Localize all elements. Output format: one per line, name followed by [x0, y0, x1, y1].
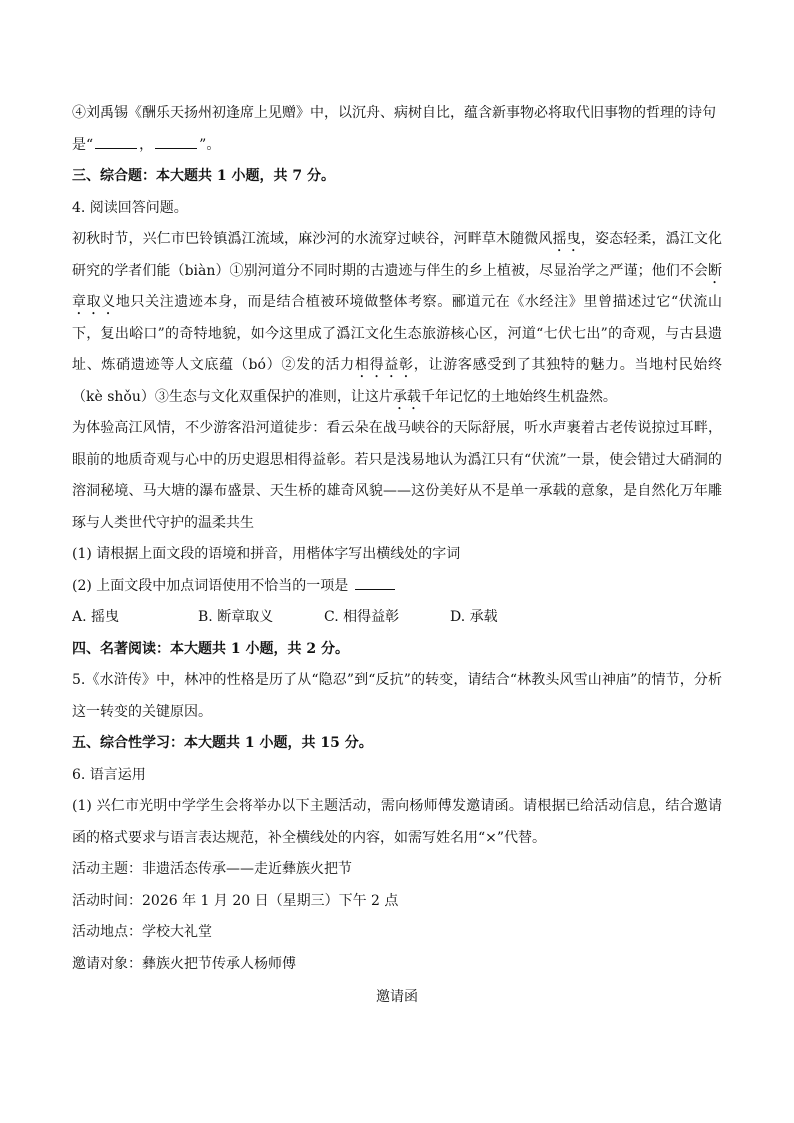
q6-sub1: (1) 兴仁市光明中学学生会将举办以下主题活动，需向杨师傅发邀请函。请根据已给活动信息，结合邀请函的格式要求与语言表达规范，补全横线处的内容，如需写姓名用“×”代替。 [72, 798, 722, 846]
activity-place: 活动地点：学校大礼堂 [72, 924, 212, 940]
passage1-e: 千年记忆的土地始终生机盎然。 [420, 388, 617, 405]
passage1-c: 地只关注遗迹本身，而是结合植被环境做整体考察。郦道元在《水经注》里曾描述过它“伏流山下，复出峪口”的奇特地貌，如今这里成了潙江文化生态旅游核心区，河道“七伏七出”的奇观，与古县遗址、炼硝遗迹等人文底蕴（bó）②发的活力 [72, 294, 723, 373]
dotted-word-chengzai: 承载 [392, 388, 421, 405]
option-b[interactable]: B. 断章取义 [198, 609, 274, 625]
activity-time: 活动时间：2026 年 1 月 20 日（星期三）下午 2 点 [72, 892, 399, 909]
invitation-title: 邀请函 [376, 989, 418, 1005]
passage1-d: ，让游客感受到了其独特的魅力。当地村民始终（kè shǒu）③生态与文化双重保护的准则，让这片 [72, 357, 723, 405]
option-c[interactable]: C. 相得益彰 [324, 609, 400, 625]
q4-sub1: (1) 请根据上面文段的语境和拼音，用楷体字写出横线处的字词 [72, 546, 461, 562]
dotted-word-yaoye: 摇曳 [552, 231, 581, 247]
option-a[interactable]: A. 摇曳 [72, 609, 120, 625]
activity-theme: 活动主题：非遗活态传承——走近彝族火把节 [72, 861, 352, 877]
section5-heading: 五、综合性学习：本大题共 1 小题，共 15 分。 [72, 735, 373, 751]
q3-poem-suffix: ”。 [199, 136, 221, 153]
q5-text: 5.《水浒传》中，林冲的性格是历了从“隐忍”到“反抗”的转变，请结合“林教头风雪山神庙”的情节，分析这一转变的关键原因。 [72, 672, 722, 720]
q4-sub2 [72, 571, 722, 603]
passage-paragraph-2: 为体验高江风情，不少游客沿河道徒步：看云朵在战马峡谷的天际舒展，听水声裹着古老传说掠过耳畔，眼前的地质奇观与心中的历史遐思相得益彰。若只是浅易地认为潙江只有“伏流”一景，使会错过大硝洞的溶洞秘境、马大塘的瀑布盛景、天生桥的雄奇风貌——这份美好从不是单一承载的意象，是自然化万年雕琢与人类世代守护的温柔共生 [72, 420, 722, 531]
section4-heading: 四、名著阅读：本大题共 1 小题，共 2 分。 [72, 640, 349, 657]
q3-poem-line: ④刘禹锡《酬乐天扬州初逢席上见赠》中，以沉舟、病树自比，蕴含新事物必将取代旧事物的哲理的诗句 [72, 105, 716, 121]
passage1-b: ，姿态轻柔，潙江文化研究的学者们能（biàn）①别河道分不同时期的古遗迹与伴生的乡上植被，尽显治学之严谨；他们不会 [72, 231, 723, 279]
passage1-a: 初秋时节，兴仁市巴铃镇潙江流域，麻沙河的水流穿过峡谷，河畔草木随微风 [72, 231, 553, 247]
section3-heading: 三、综合题：本大题共 1 小题，共 7 分。 [72, 168, 335, 184]
option-d[interactable]: D. 承载 [450, 609, 498, 625]
dotted-word-duanzhangquyi: 断章取义 [72, 262, 722, 310]
answer-blank-1[interactable] [95, 134, 137, 149]
q4-options [72, 602, 722, 634]
q3-poem-sep: ， [139, 136, 154, 153]
q3-poem-question [72, 98, 722, 161]
q4-sub2-text: (2) 上面文段中加点词语使用不恰当的一项是 [72, 577, 349, 594]
activity-invitee: 邀请对象：彝族火把节传承人杨师傅 [72, 955, 296, 972]
answer-blank-3[interactable] [355, 575, 395, 590]
passage-paragraph-1 [72, 224, 722, 413]
q6-title: 6. 语言运用 [72, 766, 146, 783]
q4-title: 4. 阅读回答问题。 [72, 199, 188, 216]
dotted-word-xiangdeyizhang: 相得益彰 [354, 357, 414, 373]
q3-poem-prefix: 是“ [72, 136, 94, 153]
answer-blank-2[interactable] [155, 134, 197, 149]
